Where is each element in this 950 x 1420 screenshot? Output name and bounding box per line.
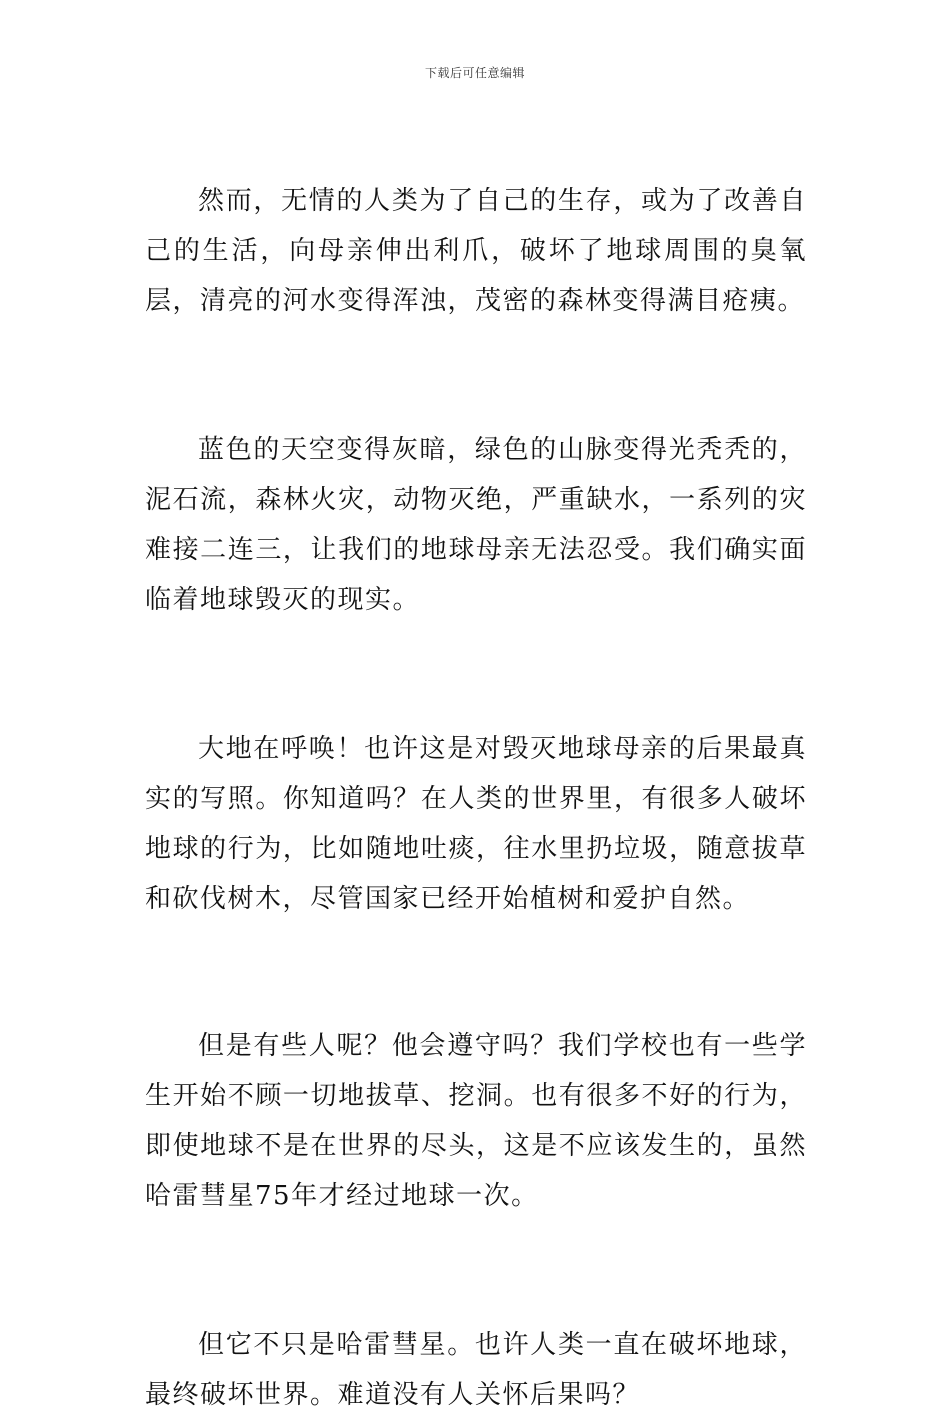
paragraph-1: 然而，无情的人类为了自己的生存，或为了改善自己的生活，向母亲伸出利爪，破坏了地球周围的臭氧层，清亮的河水变得浑浊，茂密的森林变得满目疮痍。	[145, 186, 807, 316]
document-body	[145, 176, 807, 1420]
paragraph-3: 大地在呼唤！也许这是对毁灭地球母亲的后果最真实的写照。你知道吗？在人类的世界里，有很多人破坏地球的行为，比如随地吐痰，往水里扔垃圾，随意拔草和砍伐树木，尽管国家已经开始植树和爱护自然。	[145, 734, 807, 914]
paragraph-2: 蓝色的天空变得灰暗，绿色的山脉变得光秃秃的，泥石流，森林火灾，动物灭绝，严重缺水，一系列的灾难接二连三，让我们的地球母亲无法忍受。我们确实面临着地球毁灭的现实。	[145, 435, 807, 615]
page-header: 下载后可任意编辑	[424, 66, 525, 80]
paragraph-4: 但是有些人呢？他会遵守吗？我们学校也有一些学生开始不顾一切地拔草、挖洞。也有很多不好的行为，即使地球不是在世界的尽头，这是不应该发生的，虽然哈雷彗星75年才经过地球一次。	[145, 1031, 807, 1211]
paragraph-5: 但它不只是哈雷彗星。也许人类一直在破坏地球，最终破坏世界。难道没有人关怀后果吗？	[145, 1330, 807, 1410]
